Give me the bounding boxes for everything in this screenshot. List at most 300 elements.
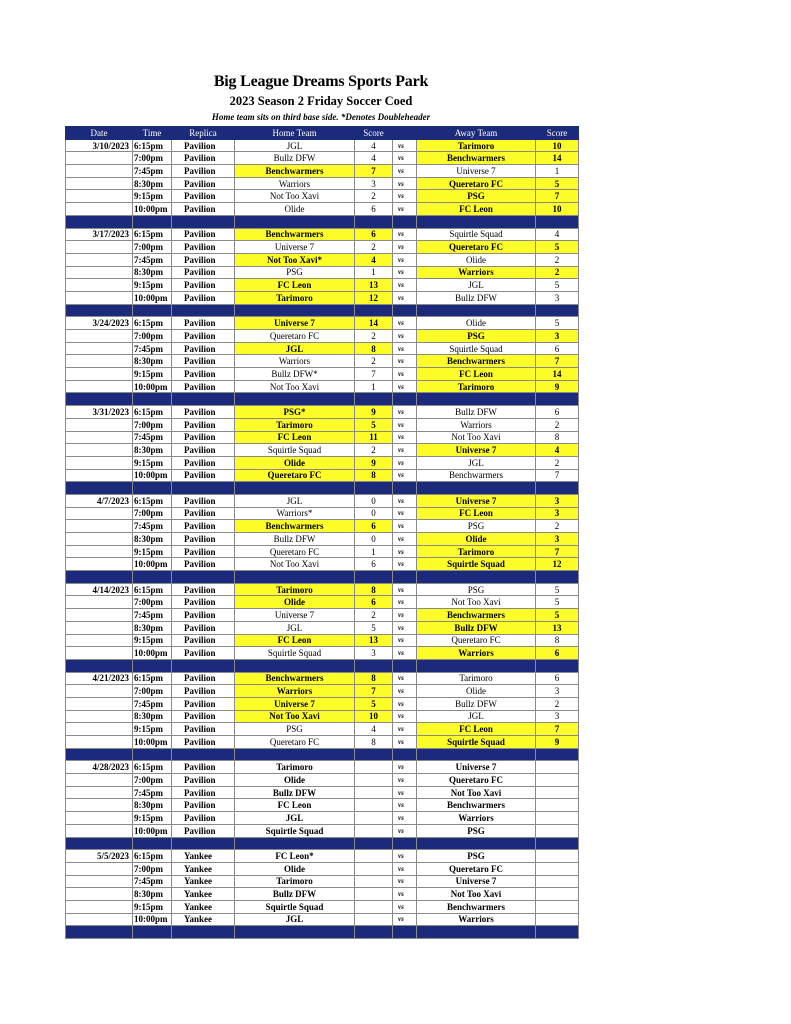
separator-cell: [172, 393, 235, 406]
table-row: [66, 139, 579, 152]
table-row: [66, 330, 579, 343]
time-cell: 7:45pm: [133, 520, 172, 533]
table-row: [66, 469, 579, 482]
vs-cell: vs: [393, 279, 417, 292]
separator-cell: [355, 215, 393, 228]
time-cell: 7:45pm: [133, 786, 172, 799]
home-team-cell: Squirtle Squad: [235, 900, 355, 913]
home-score-cell: 1: [355, 380, 393, 393]
away-score-cell: [536, 913, 579, 926]
away-score-cell: 2: [536, 456, 579, 469]
page-title: Big League Dreams Sports Park: [213, 73, 429, 90]
home-score-cell: 0: [355, 507, 393, 520]
date-cell: [66, 469, 133, 482]
separator-cell: [66, 304, 133, 317]
separator-cell: [393, 659, 417, 672]
time-cell: 9:15pm: [133, 812, 172, 825]
away-team-cell: Universe 7: [417, 875, 536, 888]
field-cell: Pavilion: [172, 545, 235, 558]
table-row: [66, 368, 579, 381]
home-team-cell: Queretaro FC: [235, 736, 355, 749]
date-cell: 3/24/2023: [66, 317, 133, 330]
vs-cell: vs: [393, 177, 417, 190]
table-row: [66, 875, 579, 888]
home-team-cell: Olide: [235, 774, 355, 787]
separator-cell: [235, 837, 355, 850]
date-cell: [66, 342, 133, 355]
home-team-cell: Olide: [235, 203, 355, 216]
vs-cell: vs: [393, 685, 417, 698]
vs-cell: vs: [393, 253, 417, 266]
table-row: [66, 685, 579, 698]
home-score-cell: 7: [355, 368, 393, 381]
date-cell: [66, 913, 133, 926]
away-team-cell: Squirtle Squad: [417, 558, 536, 571]
home-score-cell: 13: [355, 279, 393, 292]
home-team-cell: Warriors: [235, 685, 355, 698]
home-team-cell: Tarimoro: [235, 761, 355, 774]
date-cell: [66, 647, 133, 660]
date-cell: [66, 266, 133, 279]
home-score-cell: 2: [355, 444, 393, 457]
table-row: [66, 900, 579, 913]
date-cell: [66, 190, 133, 203]
vs-cell: vs: [393, 406, 417, 419]
vs-cell: vs: [393, 380, 417, 393]
date-cell: [66, 799, 133, 812]
time-cell: 8:30pm: [133, 888, 172, 901]
time-cell: 7:45pm: [133, 342, 172, 355]
home-score-cell: 6: [355, 228, 393, 241]
away-team-cell: Bullz DFW: [417, 621, 536, 634]
table-row: [66, 850, 579, 863]
home-team-cell: Benchwarmers: [235, 672, 355, 685]
vs-cell: vs: [393, 469, 417, 482]
vs-cell: vs: [393, 533, 417, 546]
home-team-cell: Warriors*: [235, 507, 355, 520]
home-team-cell: Tarimoro: [235, 291, 355, 304]
date-cell: 3/17/2023: [66, 228, 133, 241]
table-row: [66, 355, 579, 368]
date-cell: [66, 723, 133, 736]
field-cell: Pavilion: [172, 253, 235, 266]
date-cell: [66, 875, 133, 888]
away-score-cell: 3: [536, 710, 579, 723]
home-team-cell: Tarimoro: [235, 875, 355, 888]
separator-cell: [235, 393, 355, 406]
home-score-cell: [355, 774, 393, 787]
time-cell: 10:00pm: [133, 913, 172, 926]
time-cell: 7:00pm: [133, 152, 172, 165]
field-cell: Pavilion: [172, 774, 235, 787]
away-score-cell: 7: [536, 723, 579, 736]
vs-cell: vs: [393, 165, 417, 178]
vs-cell: vs: [393, 228, 417, 241]
field-cell: Pavilion: [172, 456, 235, 469]
time-cell: 10:00pm: [133, 291, 172, 304]
separator-cell: [133, 304, 172, 317]
away-score-cell: 6: [536, 647, 579, 660]
home-team-cell: Queretaro FC: [235, 469, 355, 482]
home-score-cell: 2: [355, 241, 393, 254]
home-team-cell: PSG*: [235, 406, 355, 419]
table-row: [66, 190, 579, 203]
field-cell: Pavilion: [172, 494, 235, 507]
separator-cell: [355, 482, 393, 495]
away-score-cell: 12: [536, 558, 579, 571]
away-team-cell: Warriors: [417, 647, 536, 660]
home-team-cell: Squirtle Squad: [235, 444, 355, 457]
vs-cell: vs: [393, 875, 417, 888]
away-team-cell: Warriors: [417, 812, 536, 825]
date-cell: [66, 558, 133, 571]
away-team-cell: PSG: [417, 330, 536, 343]
separator-cell: [235, 748, 355, 761]
date-cell: [66, 418, 133, 431]
home-score-cell: 0: [355, 494, 393, 507]
home-score-cell: 2: [355, 330, 393, 343]
vs-cell: vs: [393, 152, 417, 165]
table-row: [66, 177, 579, 190]
home-team-cell: Not Too Xavi: [235, 710, 355, 723]
vs-cell: vs: [393, 812, 417, 825]
separator-cell: [133, 659, 172, 672]
table-row: [66, 609, 579, 622]
week-separator-row: [66, 659, 579, 672]
table-row: [66, 621, 579, 634]
away-score-cell: 3: [536, 685, 579, 698]
home-team-cell: Bullz DFW: [235, 786, 355, 799]
home-score-cell: [355, 862, 393, 875]
away-score-cell: 6: [536, 672, 579, 685]
away-team-cell: Benchwarmers: [417, 609, 536, 622]
separator-cell: [235, 304, 355, 317]
separator-cell: [393, 837, 417, 850]
home-score-cell: 8: [355, 342, 393, 355]
home-score-cell: 6: [355, 558, 393, 571]
separator-cell: [393, 926, 417, 939]
table-row: [66, 596, 579, 609]
table-row: [66, 799, 579, 812]
away-team-cell: Tarimoro: [417, 672, 536, 685]
home-team-cell: Bullz DFW: [235, 152, 355, 165]
away-score-cell: 8: [536, 431, 579, 444]
field-cell: Pavilion: [172, 672, 235, 685]
home-team-cell: Tarimoro: [235, 418, 355, 431]
separator-cell: [393, 482, 417, 495]
home-team-cell: Universe 7: [235, 317, 355, 330]
time-cell: 6:15pm: [133, 761, 172, 774]
time-cell: 10:00pm: [133, 736, 172, 749]
field-cell: Yankee: [172, 862, 235, 875]
home-team-cell: JGL: [235, 139, 355, 152]
away-score-cell: 5: [536, 583, 579, 596]
home-score-cell: 6: [355, 203, 393, 216]
home-team-cell: Queretaro FC: [235, 545, 355, 558]
table-row: [66, 494, 579, 507]
column-header-home-score: Score: [355, 127, 393, 140]
field-cell: Pavilion: [172, 824, 235, 837]
away-team-cell: PSG: [417, 824, 536, 837]
field-cell: Pavilion: [172, 520, 235, 533]
home-score-cell: 8: [355, 672, 393, 685]
home-team-cell: Warriors: [235, 177, 355, 190]
home-score-cell: 4: [355, 152, 393, 165]
home-score-cell: 2: [355, 355, 393, 368]
separator-cell: [172, 837, 235, 850]
vs-cell: vs: [393, 596, 417, 609]
vs-cell: vs: [393, 494, 417, 507]
home-team-cell: FC Leon: [235, 634, 355, 647]
week-separator-row: [66, 393, 579, 406]
time-cell: 10:00pm: [133, 203, 172, 216]
table-row: [66, 266, 579, 279]
away-score-cell: 9: [536, 380, 579, 393]
away-team-cell: Benchwarmers: [417, 900, 536, 913]
home-team-cell: Benchwarmers: [235, 520, 355, 533]
separator-cell: [536, 748, 579, 761]
separator-cell: [235, 659, 355, 672]
home-score-cell: [355, 850, 393, 863]
home-team-cell: Not Too Xavi: [235, 380, 355, 393]
time-cell: 6:15pm: [133, 317, 172, 330]
field-cell: Pavilion: [172, 418, 235, 431]
column-header-replica: Replica: [172, 127, 235, 140]
table-row: [66, 228, 579, 241]
table-row: [66, 520, 579, 533]
field-cell: Pavilion: [172, 139, 235, 152]
separator-cell: [172, 748, 235, 761]
vs-cell: vs: [393, 736, 417, 749]
vs-cell: vs: [393, 418, 417, 431]
away-team-cell: Not Too Xavi: [417, 596, 536, 609]
field-cell: Pavilion: [172, 152, 235, 165]
home-score-cell: 5: [355, 697, 393, 710]
home-team-cell: Universe 7: [235, 609, 355, 622]
away-score-cell: 6: [536, 342, 579, 355]
field-cell: Pavilion: [172, 444, 235, 457]
field-cell: Pavilion: [172, 317, 235, 330]
separator-cell: [355, 837, 393, 850]
date-cell: [66, 253, 133, 266]
away-team-cell: JGL: [417, 710, 536, 723]
time-cell: 8:30pm: [133, 621, 172, 634]
away-score-cell: 4: [536, 444, 579, 457]
date-cell: [66, 507, 133, 520]
home-team-cell: FC Leon: [235, 279, 355, 292]
away-score-cell: [536, 875, 579, 888]
away-score-cell: [536, 900, 579, 913]
vs-cell: vs: [393, 507, 417, 520]
table-row: [66, 444, 579, 457]
home-team-cell: Not Too Xavi: [235, 558, 355, 571]
field-cell: Pavilion: [172, 697, 235, 710]
vs-cell: vs: [393, 431, 417, 444]
column-header-time: Time: [133, 127, 172, 140]
table-row: [66, 710, 579, 723]
table-row: [66, 418, 579, 431]
separator-cell: [417, 926, 536, 939]
away-score-cell: 2: [536, 418, 579, 431]
date-cell: [66, 786, 133, 799]
field-cell: Pavilion: [172, 761, 235, 774]
table-row: [66, 279, 579, 292]
date-cell: [66, 621, 133, 634]
away-score-cell: [536, 786, 579, 799]
away-team-cell: Benchwarmers: [417, 799, 536, 812]
separator-cell: [133, 748, 172, 761]
home-team-cell: Bullz DFW: [235, 533, 355, 546]
home-score-cell: 2: [355, 609, 393, 622]
date-cell: [66, 634, 133, 647]
time-cell: 8:30pm: [133, 177, 172, 190]
time-cell: 7:00pm: [133, 774, 172, 787]
away-score-cell: 13: [536, 621, 579, 634]
home-team-cell: JGL: [235, 494, 355, 507]
home-team-cell: JGL: [235, 812, 355, 825]
separator-cell: [417, 571, 536, 584]
time-cell: 7:00pm: [133, 330, 172, 343]
home-score-cell: 6: [355, 596, 393, 609]
column-header-away-team: Away Team: [417, 127, 536, 140]
field-cell: Pavilion: [172, 190, 235, 203]
time-cell: 8:30pm: [133, 710, 172, 723]
field-cell: Pavilion: [172, 380, 235, 393]
home-team-cell: Benchwarmers: [235, 228, 355, 241]
field-cell: Pavilion: [172, 596, 235, 609]
separator-cell: [417, 659, 536, 672]
vs-cell: vs: [393, 203, 417, 216]
vs-cell: vs: [393, 913, 417, 926]
away-score-cell: 6: [536, 406, 579, 419]
time-cell: 7:00pm: [133, 418, 172, 431]
home-team-cell: Olide: [235, 596, 355, 609]
home-score-cell: 7: [355, 685, 393, 698]
table-row: [66, 786, 579, 799]
time-cell: 7:00pm: [133, 596, 172, 609]
vs-cell: vs: [393, 330, 417, 343]
field-cell: Pavilion: [172, 736, 235, 749]
separator-cell: [417, 837, 536, 850]
separator-cell: [172, 215, 235, 228]
table-row: [66, 723, 579, 736]
separator-cell: [66, 571, 133, 584]
table-row: [66, 862, 579, 875]
date-cell: [66, 456, 133, 469]
field-cell: Pavilion: [172, 710, 235, 723]
home-score-cell: 10: [355, 710, 393, 723]
home-team-cell: JGL: [235, 913, 355, 926]
separator-cell: [172, 926, 235, 939]
date-cell: [66, 596, 133, 609]
date-cell: [66, 533, 133, 546]
time-cell: 9:15pm: [133, 634, 172, 647]
away-score-cell: [536, 850, 579, 863]
separator-cell: [172, 304, 235, 317]
away-score-cell: [536, 774, 579, 787]
field-cell: Yankee: [172, 875, 235, 888]
vs-cell: vs: [393, 291, 417, 304]
field-cell: Pavilion: [172, 786, 235, 799]
field-cell: Pavilion: [172, 342, 235, 355]
column-header-date: Date: [66, 127, 133, 140]
away-team-cell: Bullz DFW: [417, 406, 536, 419]
home-score-cell: 9: [355, 406, 393, 419]
separator-cell: [393, 393, 417, 406]
home-score-cell: [355, 761, 393, 774]
vs-cell: vs: [393, 355, 417, 368]
week-separator-row: [66, 571, 579, 584]
date-cell: [66, 380, 133, 393]
time-cell: 7:00pm: [133, 862, 172, 875]
separator-cell: [536, 215, 579, 228]
away-team-cell: Olide: [417, 317, 536, 330]
table-row: [66, 342, 579, 355]
schedule-body: [66, 139, 579, 938]
home-score-cell: [355, 799, 393, 812]
table-row: [66, 697, 579, 710]
time-cell: 9:15pm: [133, 545, 172, 558]
away-team-cell: Olide: [417, 533, 536, 546]
table-row: [66, 558, 579, 571]
separator-cell: [536, 393, 579, 406]
separator-cell: [133, 215, 172, 228]
home-score-cell: [355, 888, 393, 901]
home-score-cell: 13: [355, 634, 393, 647]
week-separator-row: [66, 215, 579, 228]
away-team-cell: Queretaro FC: [417, 634, 536, 647]
time-cell: 7:45pm: [133, 253, 172, 266]
field-cell: Pavilion: [172, 469, 235, 482]
date-cell: [66, 774, 133, 787]
away-score-cell: 1: [536, 165, 579, 178]
field-cell: Pavilion: [172, 723, 235, 736]
field-cell: Pavilion: [172, 431, 235, 444]
away-team-cell: PSG: [417, 190, 536, 203]
field-cell: Yankee: [172, 888, 235, 901]
date-cell: [66, 291, 133, 304]
vs-cell: vs: [393, 368, 417, 381]
vs-cell: vs: [393, 583, 417, 596]
home-score-cell: [355, 824, 393, 837]
away-score-cell: 3: [536, 494, 579, 507]
field-cell: Pavilion: [172, 634, 235, 647]
date-cell: [66, 165, 133, 178]
vs-cell: vs: [393, 862, 417, 875]
away-team-cell: Squirtle Squad: [417, 228, 536, 241]
time-cell: 10:00pm: [133, 824, 172, 837]
vs-cell: vs: [393, 520, 417, 533]
home-score-cell: 8: [355, 736, 393, 749]
away-team-cell: Olide: [417, 253, 536, 266]
table-row: [66, 317, 579, 330]
separator-cell: [393, 215, 417, 228]
week-separator-row: [66, 926, 579, 939]
away-team-cell: FC Leon: [417, 203, 536, 216]
home-score-cell: [355, 812, 393, 825]
time-cell: 9:15pm: [133, 900, 172, 913]
home-team-cell: JGL: [235, 342, 355, 355]
away-team-cell: Universe 7: [417, 444, 536, 457]
home-score-cell: 5: [355, 418, 393, 431]
field-cell: Pavilion: [172, 621, 235, 634]
time-cell: 10:00pm: [133, 558, 172, 571]
time-cell: 7:00pm: [133, 685, 172, 698]
home-score-cell: 8: [355, 583, 393, 596]
home-team-cell: Not Too Xavi: [235, 190, 355, 203]
time-cell: 8:30pm: [133, 799, 172, 812]
date-cell: [66, 736, 133, 749]
